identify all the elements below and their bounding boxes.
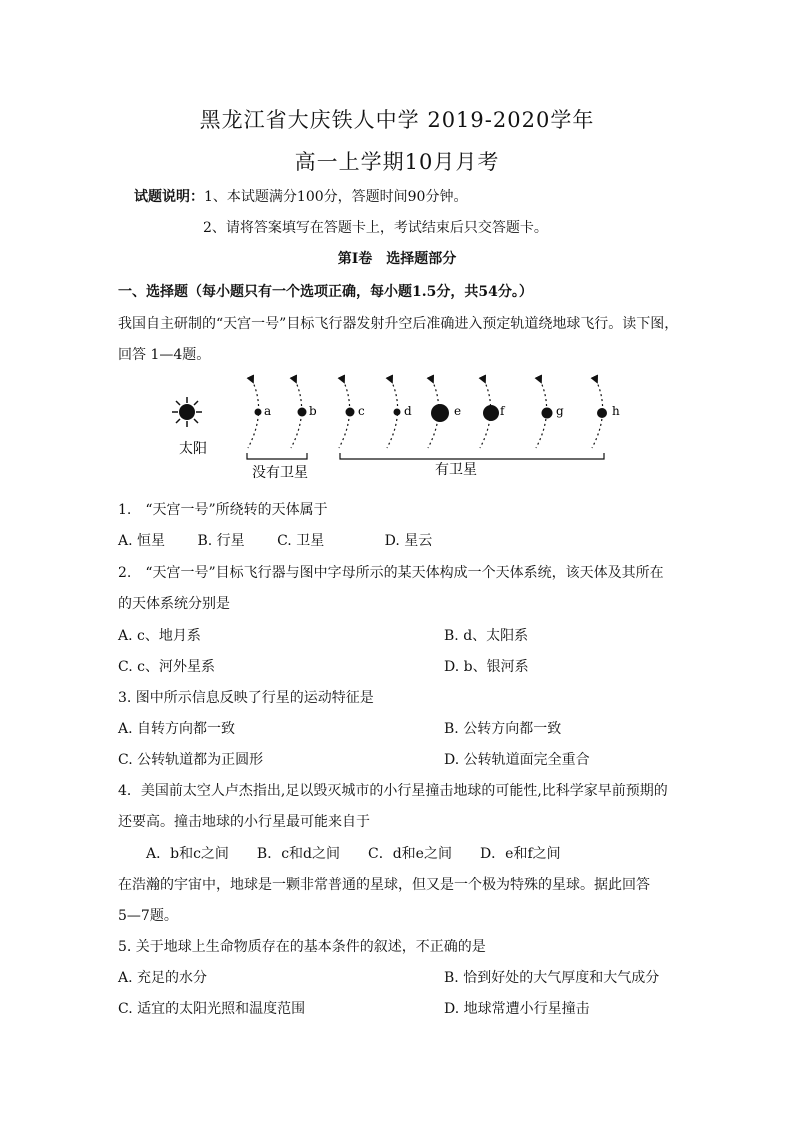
planet-label-h: h — [612, 404, 620, 418]
q3-stem: 3. 图中所示信息反映了行星的运动特征是 — [118, 690, 374, 706]
solar-system-figure — [160, 370, 630, 485]
intro1-line1: 我国自主研制的“天宫一号”目标飞行器发射升空后准确进入预定轨道绕地球飞行。读下图， — [118, 316, 679, 332]
planet-d — [394, 409, 401, 416]
intro2-line1: 在浩瀚的宇宙中，地球是一颗非常普通的星球，但又是一个极为特殊的星球。据此回答 — [118, 877, 650, 893]
planet-label-b: b — [309, 404, 317, 418]
q3-option-d: D. 公转轨道面完全重合 — [444, 752, 590, 768]
section-heading: 一、选择题（每小题只有一个选项正确，每小题1.5分，共54分。） — [118, 284, 533, 300]
intro1-line2: 回答 1—4题。 — [118, 347, 211, 363]
planet-label-e: e — [454, 404, 462, 418]
instructions-item1: 1、本试题满分100分，答题时间90分钟。 — [204, 189, 468, 205]
planet-label-f: f — [500, 404, 505, 418]
instructions-label: 试题说明： — [134, 189, 204, 205]
q2-option-c: C. c、河外星系 — [118, 659, 215, 675]
q3-option-c: C. 公转轨道都为正圆形 — [118, 752, 264, 768]
no-satellite-label: 没有卫星 — [252, 465, 308, 481]
planet-label-c: c — [358, 404, 365, 418]
q1-options: A. 恒星 B. 行星 C. 卫星 D. 星云 — [118, 533, 433, 549]
planet-c — [346, 408, 355, 417]
exam-title-line2: 高一上学期10月月考 — [294, 150, 500, 174]
intro2-line2: 5—7题。 — [118, 908, 178, 924]
planet-label-d: d — [404, 404, 412, 418]
q2-stem-line2: 的天体系统分别是 — [118, 596, 230, 612]
planet-e — [431, 404, 449, 422]
q3-option-a: A. 自转方向都一致 — [118, 721, 236, 737]
planet-b — [298, 408, 307, 417]
q5-option-b: B. 恰到好处的大气厚度和大气成分 — [444, 970, 660, 986]
q5-stem: 5. 关于地球上生命物质存在的基本条件的叙述，不正确的是 — [118, 939, 486, 955]
q2-stem-line1: 2. “天宫一号”目标飞行器与图中字母所示的某天体构成一个天体系统，该天体及其所在 — [118, 565, 664, 581]
has-satellite-label: 有卫星 — [435, 462, 477, 478]
q5-option-c: C. 适宜的太阳光照和温度范围 — [118, 1001, 306, 1017]
q3-option-b: B. 公转方向都一致 — [444, 721, 562, 737]
planet-h — [597, 408, 607, 418]
q1-stem: 1. “天宫一号”所绕转的天体属于 — [118, 502, 328, 518]
planet-label-g: g — [556, 404, 564, 418]
planet-f — [483, 405, 499, 421]
part-title: 第Ⅰ卷 选择题部分 — [337, 251, 457, 267]
sun-icon — [172, 397, 202, 427]
planet-g — [542, 408, 553, 419]
instructions-item2: 2、请将答案填写在答题卡上，考试结束后只交答题卡。 — [203, 220, 548, 236]
instructions-line1 — [134, 186, 467, 206]
q5-option-d: D. 地球常遭小行星撞击 — [444, 1001, 590, 1017]
exam-title-line1: 黑龙江省大庆铁人中学 2019-2020学年 — [199, 108, 595, 132]
planet-a — [255, 409, 262, 416]
bracket-has-satellite — [340, 453, 604, 459]
sun-label: 太阳 — [179, 441, 207, 457]
q4-stem-line2: 还要高。撞击地球的小行星最可能来自于 — [118, 814, 370, 830]
planet-label-a: a — [264, 404, 272, 418]
q5-option-a: A. 充足的水分 — [118, 970, 208, 986]
q4-stem-line1: 4．美国前太空人卢杰指出,足以毁灭城市的小行星撞击地球的可能性,比科学家早前预期的 — [118, 783, 668, 799]
q2-option-a: A. c、地月系 — [118, 628, 201, 644]
q2-option-b: B. d、太阳系 — [444, 628, 529, 644]
q2-option-d: D. b、银河系 — [444, 659, 529, 675]
bracket-no-satellite — [247, 453, 307, 459]
q4-options: A．b和c之间 B．c和d之间 C．d和e之间 D．e和f之间 — [146, 846, 561, 862]
